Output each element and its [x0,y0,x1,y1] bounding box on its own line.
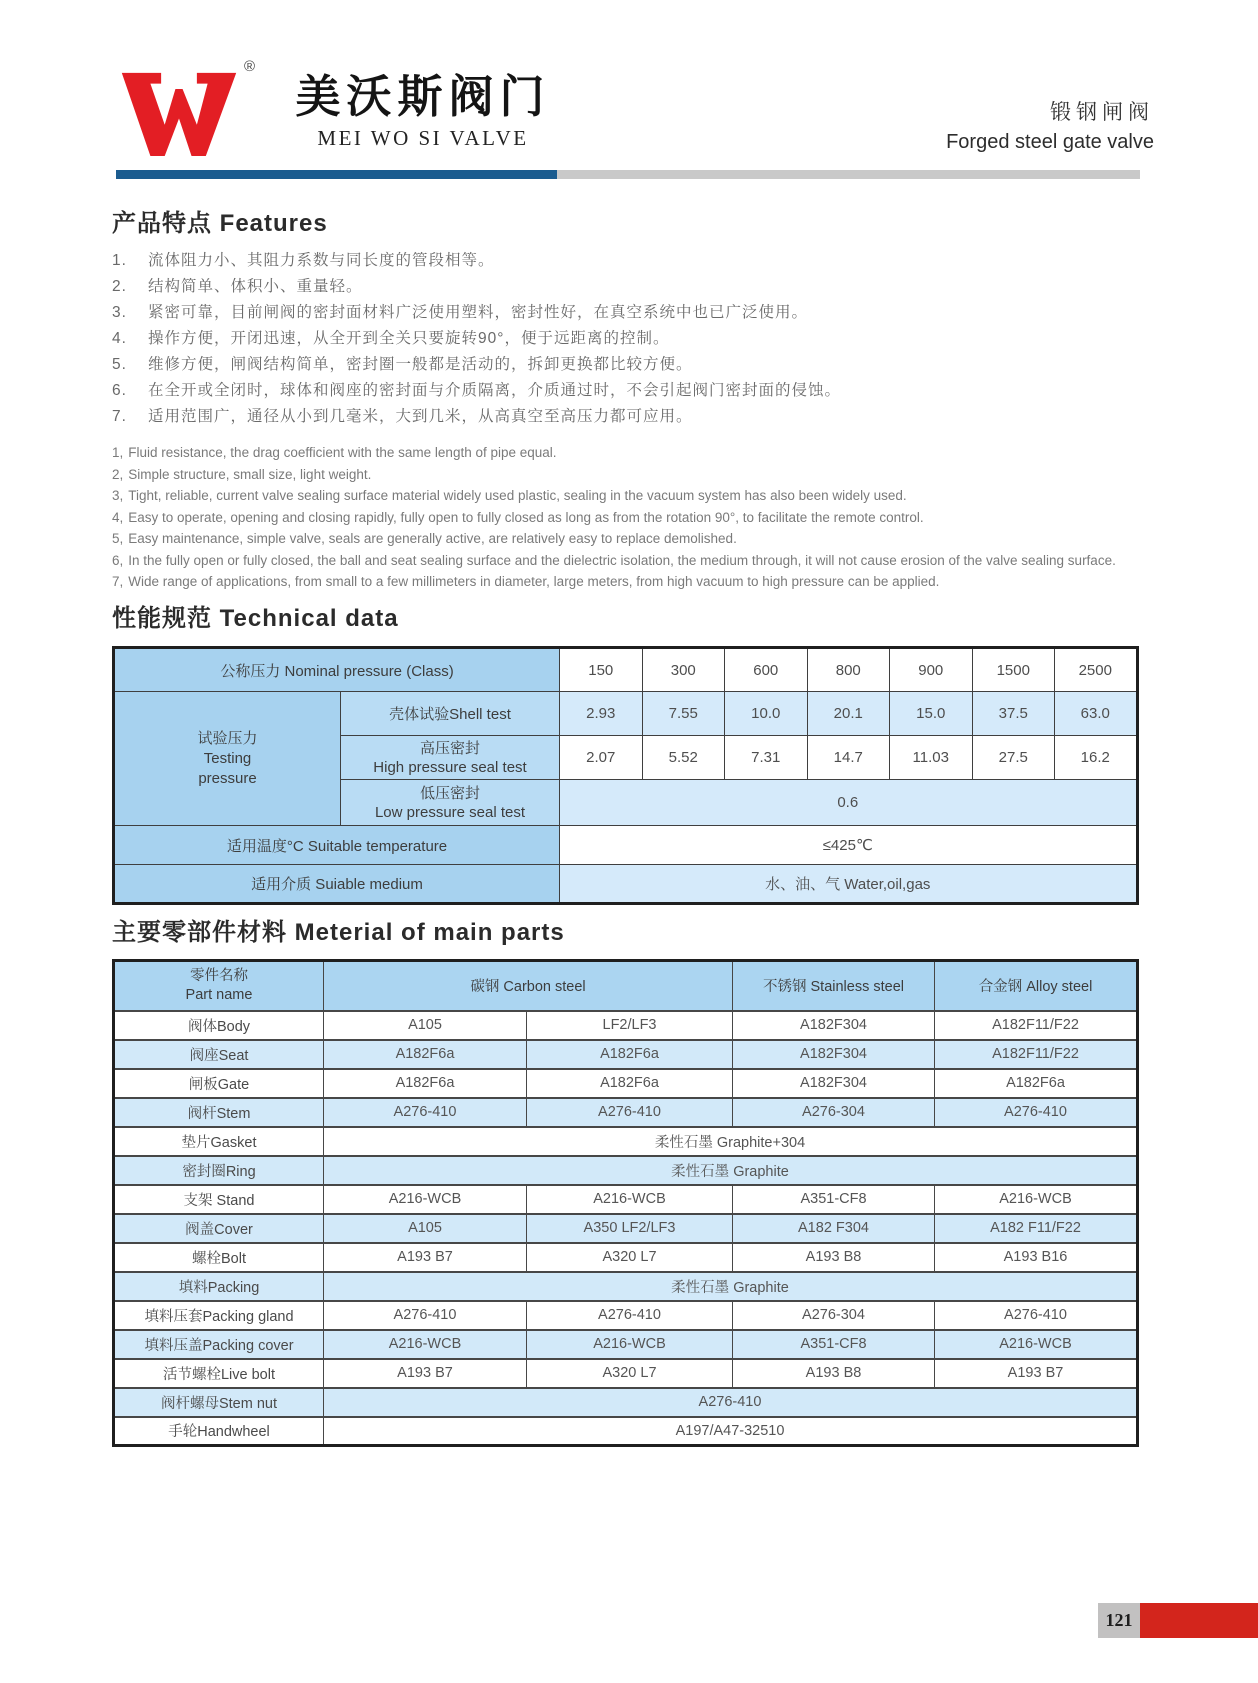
shell-test-row [114,692,1138,736]
product-title [946,96,1154,154]
feature-item-number: 5, [112,531,124,546]
divider-blue-segment [116,170,557,179]
materials-header-row [114,961,1138,1011]
stainless-steel-header: 不锈钢 Stainless steel [733,961,935,1011]
value-cell: 20.1 [807,692,890,736]
material-cell: A182F304 [733,1011,935,1040]
feature-item [112,571,1142,593]
features-section [112,203,1142,593]
part-name-cell: 填料Packing [114,1272,324,1301]
material-row [114,1243,1138,1272]
high-pressure-seal-label-cn: 高压密封 [420,739,481,757]
header-divider [116,170,1140,179]
material-cell: A216-WCB [324,1330,527,1359]
material-row [114,1359,1138,1388]
value-cell: 27.5 [972,736,1055,780]
testing-pressure-label-en1: Testing [203,749,252,767]
part-name-cell: 手轮Handwheel [114,1417,324,1446]
product-title-en: Forged steel gate valve [946,131,1154,153]
feature-item-number: 7, [112,574,124,589]
part-name-cell: 垫片Gasket [114,1127,324,1156]
carbon-steel-header: 碳钢 Carbon steel [324,961,733,1011]
material-cell: A216-WCB [527,1330,733,1359]
part-name-cell: 阀杆螺母Stem nut [114,1388,324,1417]
material-row [114,1098,1138,1127]
feature-item-number: 2, [112,466,124,482]
value-cell: 300 [642,648,725,692]
material-cell: A351-CF8 [733,1185,935,1214]
feature-item [112,464,1142,486]
part-name-header-cn: 零件名称 [190,967,248,984]
brand-text [268,60,578,151]
alloy-steel-header: 合金钢 Alloy steel [935,961,1138,1011]
feature-item-number: 3, [112,488,124,503]
feature-item-text: 适用范围广，通径从小到几毫米，大到几米，从高真空至高压力都可应用。 [148,408,693,425]
feature-item-text: 操作方便，开闭迅速，从全开到全关只要旋转90°，便于远距离的控制。 [148,330,670,347]
material-cell: A182F11/F22 [935,1011,1138,1040]
value-cell: 11.03 [890,736,973,780]
suitable-medium-row [114,865,1138,904]
material-cell: A182F304 [733,1040,935,1069]
part-name-cell: 螺栓Bolt [114,1243,324,1272]
feature-item-number: 4. [112,330,127,347]
value-cell: 7.55 [642,692,725,736]
material-cell: A182F11/F22 [935,1040,1138,1069]
feature-item-text: 结构简单、体积小、重量轻。 [148,278,363,295]
part-name-cell: 填料压盖Packing cover [114,1330,324,1359]
value-cell: 1500 [972,648,1055,692]
suitable-medium-label: 适用介质 Suiable medium [114,865,560,904]
part-name-cell: 阀体Body [114,1011,324,1040]
suitable-temperature-value: ≤425℃ [560,826,1138,865]
feature-item-text: Easy maintenance, simple valve, seals are generally active, are relatively easy to replace demolished. [128,531,737,546]
material-cell: A320 L7 [527,1243,733,1272]
features-list-cn [112,248,1142,430]
product-title-cn: 锻钢闸阀 [1050,101,1154,124]
material-cell: A216-WCB [935,1185,1138,1214]
brand-name-cn: 美沃斯阀门 [295,70,551,123]
feature-item [112,528,1142,550]
value-cell: 900 [890,648,973,692]
features-title: 产品特点 Features [112,210,328,237]
feature-item-number: 7. [112,408,127,425]
material-cell: A276-410 [527,1301,733,1330]
feature-item [112,507,1142,529]
value-cell: 5.52 [642,736,725,780]
feature-item-number: 5. [112,356,127,373]
suitable-temperature-label: 适用温度°C Suitable temperature [114,826,560,865]
feature-item [112,404,1142,430]
material-row [114,1388,1138,1417]
value-cell: 14.7 [807,736,890,780]
material-cell: A105 [324,1011,527,1040]
part-name-cell: 阀座Seat [114,1040,324,1069]
material-cell: A216-WCB [935,1330,1138,1359]
technical-data-table [112,646,1139,905]
material-cell: A182F6a [324,1069,527,1098]
material-cell: A193 B7 [324,1359,527,1388]
material-cell: A182F6a [527,1069,733,1098]
feature-item-text: Fluid resistance, the drag coefficient with the same length of pipe equal. [128,445,557,460]
feature-item-text: 在全开或全闭时，球体和阀座的密封面与介质隔离，介质通过时，不会引起阀门密封面的侵蚀。 [148,382,842,399]
material-row [114,1272,1138,1301]
material-cell: A182F304 [733,1069,935,1098]
materials-body [114,1011,1138,1446]
value-cell: 2500 [1055,648,1138,692]
material-cell: A182F6a [324,1040,527,1069]
part-name-cell: 阀杆Stem [114,1098,324,1127]
material-row [114,1040,1138,1069]
material-cell: A105 [324,1214,527,1243]
feature-item [112,326,1142,352]
feature-item-text: Tight, reliable, current valve sealing surface material widely used plastic, sealing in the vacuum system has also been widely used. [128,488,907,503]
brand-name-en: MEI WO SI VALVE [317,126,529,150]
technical-title: 性能规范 Technical data [112,605,399,632]
part-name-header [114,961,324,1011]
material-cell: A276-410 [935,1098,1138,1127]
value-cell: 600 [725,648,808,692]
features-list-en [112,442,1142,593]
material-cell: A276-410 [324,1388,1138,1417]
material-row [114,1214,1138,1243]
material-cell: 柔性石墨 Graphite+304 [324,1127,1138,1156]
divider-gray-segment [557,170,1140,179]
testing-pressure-label-cn: 试验压力 [197,729,258,747]
material-cell: A276-410 [324,1301,527,1330]
materials-title: 主要零部件材料 Meterial of main parts [112,919,565,946]
page-number: 121 [1098,1603,1140,1638]
material-cell: A182 F11/F22 [935,1214,1138,1243]
material-cell: A351-CF8 [733,1330,935,1359]
feature-item-text: In the fully open or fully closed, the ball and seat sealing surface and the dielectric isolation, the medium through, it will not cause erosion of the valve sealing surface. [128,552,1116,568]
material-cell: A276-304 [733,1301,935,1330]
feature-item-number: 2. [112,278,127,295]
value-cell: 15.0 [890,692,973,736]
part-name-cell: 阀盖Cover [114,1214,324,1243]
value-cell: 150 [560,648,643,692]
testing-pressure-label [114,692,341,826]
material-cell: A193 B7 [935,1359,1138,1388]
nominal-pressure-row [114,648,1138,692]
material-cell: A193 B7 [324,1243,527,1272]
material-row [114,1301,1138,1330]
feature-item [112,274,1142,300]
feature-item-text: 维修方便，闸阀结构简单，密封圈一般都是活动的，拆卸更换都比较方便。 [148,356,693,373]
material-cell: A182F6a [527,1040,733,1069]
suitable-medium-value: 水、油、气 Water,oil,gas [560,865,1138,904]
value-cell: 10.0 [725,692,808,736]
feature-item [112,248,1142,274]
brand-logo-mark [120,68,238,160]
low-pressure-seal-label [341,780,560,826]
material-cell: A276-304 [733,1098,935,1127]
low-pressure-seal-value: 0.6 [560,780,1138,826]
material-cell: 柔性石墨 Graphite [324,1272,1138,1301]
material-cell: A216-WCB [324,1185,527,1214]
feature-item [112,485,1142,507]
materials-table [112,959,1139,1447]
testing-pressure-label-en2: pressure [198,769,257,787]
registered-trademark-icon: ® [244,58,256,75]
material-cell: A193 B16 [935,1243,1138,1272]
feature-item [112,550,1142,572]
technical-data-section [112,598,1142,905]
value-cell: 7.31 [725,736,808,780]
part-name-cell: 填料压套Packing gland [114,1301,324,1330]
feature-item-number: 1, [112,445,124,460]
material-cell: A216-WCB [527,1185,733,1214]
material-cell: A182F6a [935,1069,1138,1098]
low-pressure-seal-label-cn: 低压密封 [420,784,481,802]
material-cell: 柔性石墨 Graphite [324,1156,1138,1185]
high-pressure-seal-label-en: High pressure seal test [373,758,527,776]
material-cell: A193 B8 [733,1359,935,1388]
material-cell: LF2/LF3 [527,1011,733,1040]
high-pressure-seal-label [341,736,560,780]
material-row [114,1127,1138,1156]
part-name-cell: 活节螺栓Live bolt [114,1359,324,1388]
value-cell: 800 [807,648,890,692]
suitable-temperature-row [114,826,1138,865]
feature-item-text: Simple structure, small size, light weight. [128,466,372,482]
value-cell: 2.93 [560,692,643,736]
material-cell: A320 L7 [527,1359,733,1388]
feature-item-text: Wide range of applications, from small to a few millimeters in diameter, large meters, from high vacuum to high pressure can be applied. [128,574,940,589]
feature-item-text: 紧密可靠，目前闸阀的密封面材料广泛使用塑料，密封性好，在真空系统中也已广泛使用。 [148,304,809,321]
material-cell: A276-410 [527,1098,733,1127]
part-name-cell: 密封圈Ring [114,1156,324,1185]
feature-item-number: 6. [112,382,127,399]
part-name-cell: 闸板Gate [114,1069,324,1098]
material-cell: A197/A47-32510 [324,1417,1138,1446]
material-cell: A276-410 [935,1301,1138,1330]
feature-item [112,378,1142,404]
shell-test-label: 壳体试验Shell test [341,692,560,736]
feature-item-number: 4, [112,509,124,525]
material-row [114,1156,1138,1185]
material-row [114,1185,1138,1214]
value-cell: 37.5 [972,692,1055,736]
material-row [114,1330,1138,1359]
material-cell: A182 F304 [733,1214,935,1243]
material-cell: A350 LF2/LF3 [527,1214,733,1243]
value-cell: 63.0 [1055,692,1138,736]
feature-item [112,352,1142,378]
feature-item-text: Easy to operate, opening and closing rapidly, fully open to fully closed as long as from the rotation 90°, to facilitate the remote control. [128,509,924,525]
value-cell: 16.2 [1055,736,1138,780]
part-name-cell: 支架 Stand [114,1185,324,1214]
feature-item [112,300,1142,326]
material-cell: A193 B8 [733,1243,935,1272]
value-cell: 2.07 [560,736,643,780]
feature-item-number: 6, [112,552,124,568]
feature-item-text: 流体阻力小、其阻力系数与同长度的管段相等。 [148,252,495,269]
feature-item-number: 3. [112,304,127,321]
materials-section [112,912,1142,1447]
footer-red-bar [1140,1603,1258,1638]
material-row [114,1011,1138,1040]
feature-item [112,442,1142,464]
material-row [114,1069,1138,1098]
low-pressure-seal-label-en: Low pressure seal test [374,803,526,821]
nominal-pressure-label: 公称压力 Nominal pressure (Class) [114,648,560,692]
feature-item-number: 1. [112,252,127,269]
part-name-header-en: Part name [185,986,253,1003]
material-row [114,1417,1138,1446]
material-cell: A276-410 [324,1098,527,1127]
